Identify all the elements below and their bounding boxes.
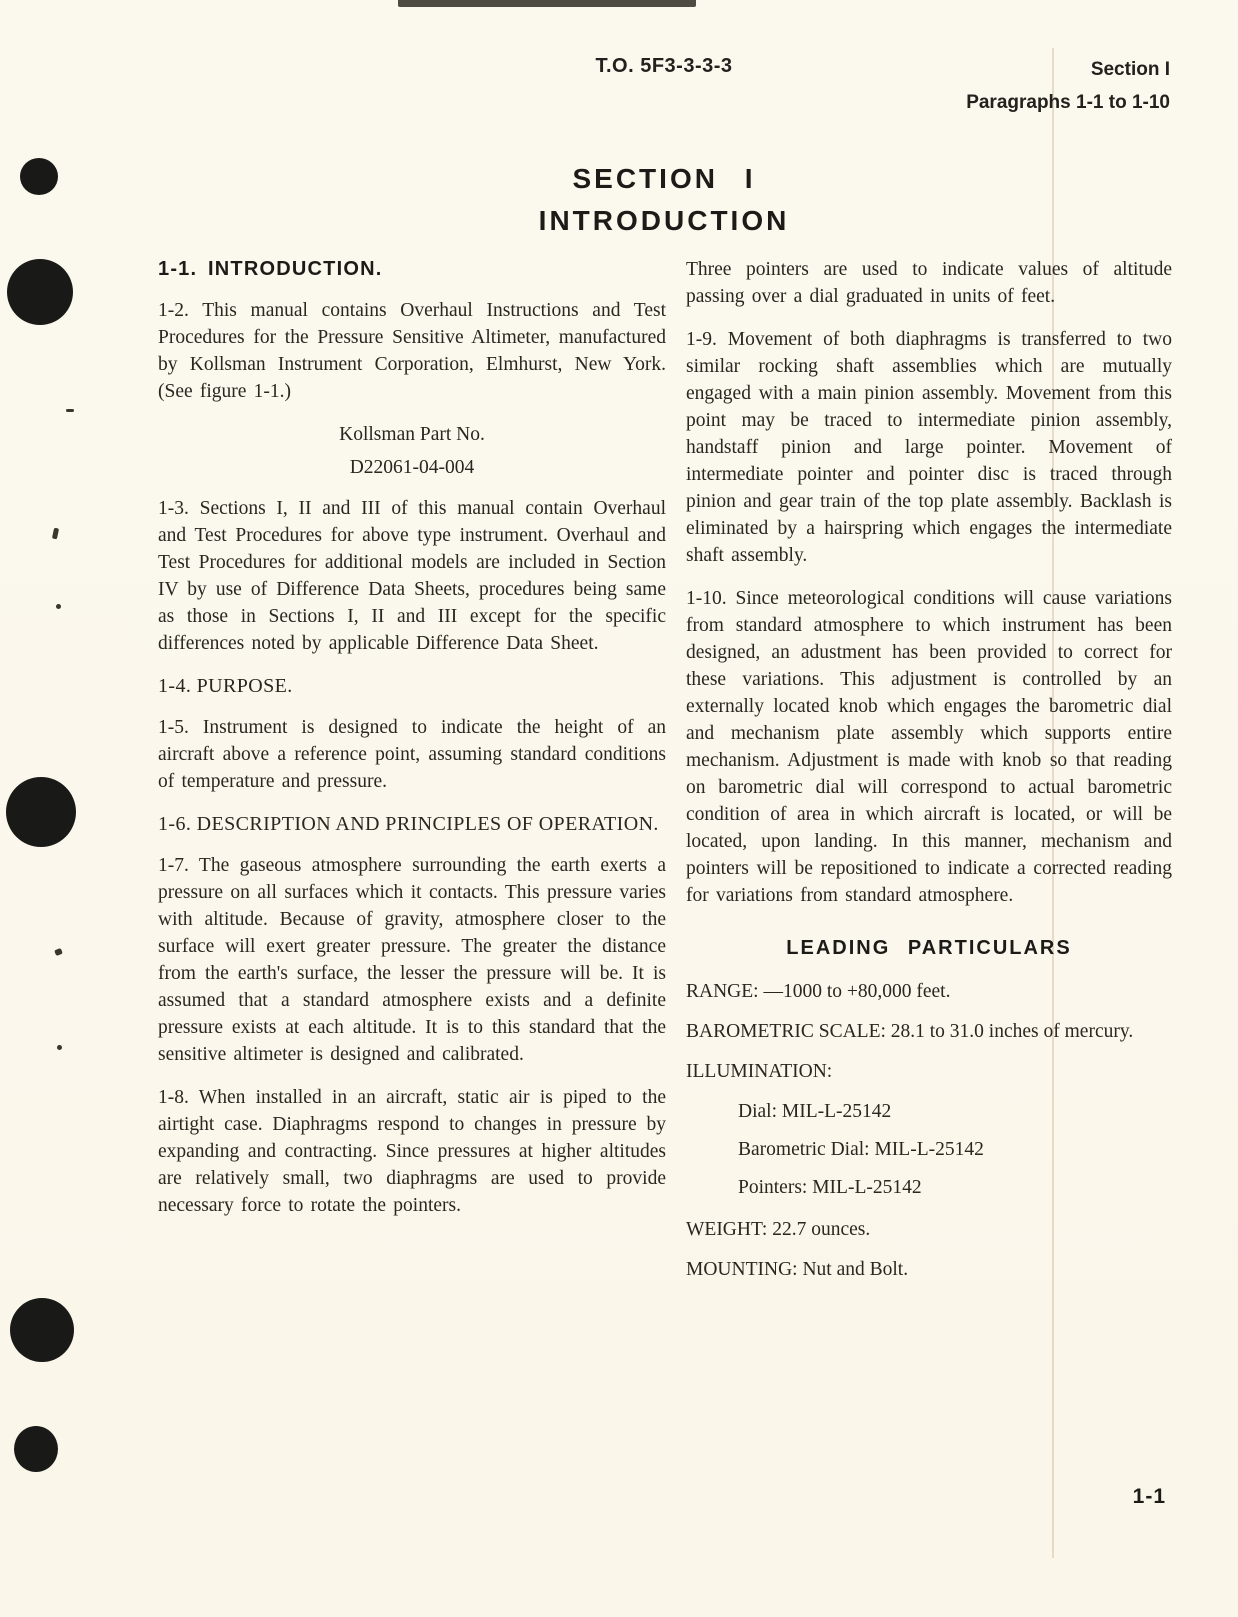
left-column <box>158 256 666 1235</box>
heading-1-1: 1-1. INTRODUCTION. <box>158 258 383 280</box>
header-right-block <box>966 53 1170 119</box>
para-1-5: 1-5. Instrument is designed to indicate the height of an aircraft above a reference point, assuming standard conditions of temperature and pressure. <box>158 717 666 792</box>
scan-speck <box>66 409 74 412</box>
scan-speck <box>56 604 61 609</box>
scan-speck <box>54 948 63 956</box>
part-no-value: D22061-04-004 <box>349 457 475 478</box>
binder-hole-dot <box>10 1298 74 1362</box>
heading-1-6: 1-6. DESCRIPTION AND PRINCIPLES OF OPERATION. <box>158 813 659 835</box>
scan-speck <box>52 528 59 540</box>
binder-hole-dot <box>6 777 76 847</box>
leading-particulars-title: LEADING PARTICULARS <box>786 937 1072 959</box>
scan-speck <box>57 1045 62 1050</box>
top-scan-bar <box>398 0 696 7</box>
header-paragraphs-range: Paragraphs 1-1 to 1-10 <box>966 92 1170 113</box>
section-title: SECTION I <box>572 163 756 194</box>
header-section-label: Section I <box>1090 59 1170 80</box>
right-column <box>686 256 1172 1296</box>
para-1-2: 1-2. This manual contains Overhaul Instructions and Test Procedures for the Pressure Sensitive Altimeter, manufactured by Kollsman Instrument Corporation, Elmhurst, New York. (See figure 1-1.) <box>158 300 666 402</box>
section-subtitle: INTRODUCTION <box>538 205 790 236</box>
page-number: 1-1 <box>1132 1485 1166 1508</box>
para-1-7: 1-7. The gaseous atmosphere surrounding the earth exerts a pressure on all surfaces which it contacts. This pressure varies with altitude. Because of gravity, atmosphere closer to the surface will exert greater pressure. The greater the distance from the earth's surface, the lesser the pressure will be. It is assumed that a standard atmosphere exists and a definite pressure exists at each altitude. It is to this standard that the sensitive altimeter is designed and calibrated. <box>158 855 666 1065</box>
heading-1-4: 1-4. PURPOSE. <box>158 675 293 697</box>
binder-hole-dot <box>7 259 73 325</box>
spec-illumination-barometric-dial: Barometric Dial: MIL-L-25142 <box>738 1139 984 1160</box>
spec-range: RANGE: —1000 to +80,000 feet. <box>686 981 951 1002</box>
spec-weight: WEIGHT: 22.7 ounces. <box>686 1219 871 1240</box>
para-1-8: 1-8. When installed in an aircraft, static air is piped to the airtight case. Diaphragms respond to changes in pressure by expanding and contracting. Since pressures at higher altitudes are relatively small, two diaphragms are used to provide necessary force to rotate the pointers. <box>158 1087 666 1216</box>
para-1-9: 1-9. Movement of both diaphragms is transferred to two similar rocking shaft assemblies which are mutually engaged with a main pinion assembly. Movement from this point may be traced to intermediate pinion assembly, handstaff pinion and large pointer. Movement of intermediate pointer and pointer disc is traced through pinion and gear train of the top plate assembly. Backlash is eliminated by a hairspring which engages the intermediate shaft assembly. <box>686 329 1172 566</box>
binder-hole-dot <box>14 1426 58 1472</box>
para-1-3: 1-3. Sections I, II and III of this manual contain Overhaul and Test Procedures for above type instrument. Overhaul and Test Procedures for additional models are included in Section IV by use of Difference Data Sheets, procedures being same as those in Sections I, II and III except for the specific differences noted by applicable Difference Data Sheet. <box>158 498 666 654</box>
spec-barometric-scale: BAROMETRIC SCALE: 28.1 to 31.0 inches of mercury. <box>686 1021 1134 1042</box>
para-pointers-continuation: Three pointers are used to indicate values of altitude passing over a dial graduated in units of feet. <box>686 259 1172 307</box>
spec-mounting: MOUNTING: Nut and Bolt. <box>686 1259 909 1280</box>
binder-hole-dot <box>20 158 58 195</box>
part-no-label: Kollsman Part No. <box>339 424 485 445</box>
spec-illumination-pointers: Pointers: MIL-L-25142 <box>738 1177 922 1198</box>
spec-illumination: ILLUMINATION: <box>686 1061 833 1082</box>
header-to-number: T.O. 5F3-3-3-3 <box>595 55 733 77</box>
para-1-10: 1-10. Since meteorological conditions will cause variations from standard atmosphere to which instrument has been designed, an adustment has been provided to correct for these variations. This adjustment is controlled by an externally located knob which engages the barometric dial and mechanism plate assembly which supports entire mechanism. Adjustment is made with knob so that reading on barometric dial will correspond to actual barometric condition of area in which aircraft is located, or will be located, upon landing. In this manner, mechanism and pointers will be repositioned to indicate a corrected reading for variations from standard atmosphere. <box>686 588 1172 906</box>
section-title-block <box>158 158 1170 242</box>
spec-illumination-dial: Dial: MIL-L-25142 <box>738 1101 892 1122</box>
